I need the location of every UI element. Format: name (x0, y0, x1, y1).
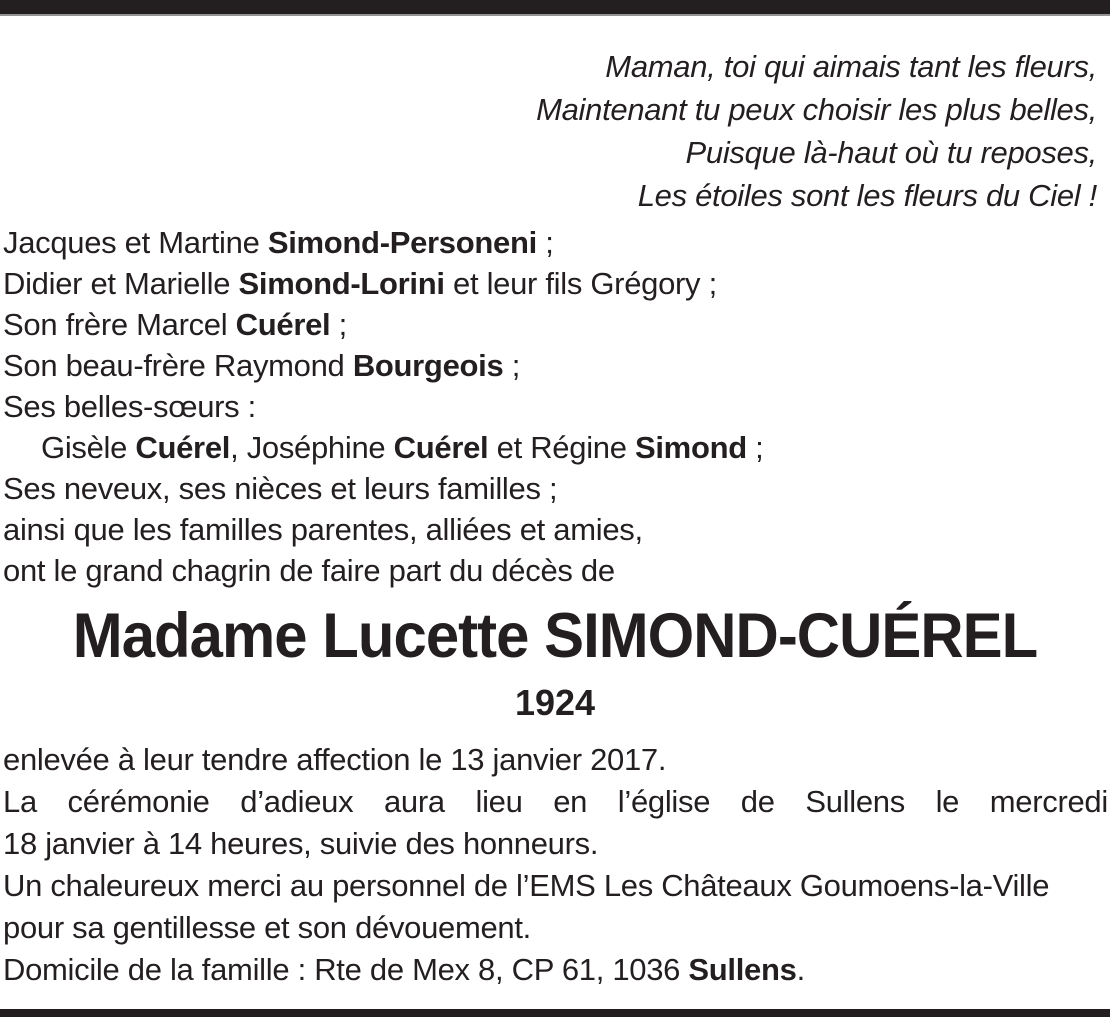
family-line (3, 263, 1110, 304)
text-segment: Gisèle (41, 430, 136, 465)
word: l’église (617, 784, 711, 819)
top-rule (0, 0, 1110, 16)
family-line (3, 550, 1110, 591)
poem-line: Maman, toi qui aimais tant les fleurs, (605, 49, 1097, 84)
domicile-line (3, 949, 1108, 991)
word: le (935, 784, 960, 819)
word: Sullens (805, 784, 905, 819)
text-segment: Didier et Marielle (3, 266, 239, 301)
poem-line: Les étoiles sont les fleurs du Ciel ! (637, 178, 1097, 213)
poem-line: Puisque là-haut où tu reposes, (685, 135, 1097, 170)
text-segment: ont le grand chagrin de faire part du décès de (3, 553, 615, 588)
family-line (3, 222, 1110, 263)
birth-year: 1924 (514, 682, 596, 723)
word: en (553, 784, 588, 819)
family-line (3, 386, 1110, 427)
text-segment: ; (503, 348, 521, 383)
deceased-name: Madame Lucette SIMOND-CUÉREL (72, 601, 1038, 671)
bottom-rule (0, 1009, 1110, 1017)
text-segment: ; (536, 225, 554, 260)
surname-bold: Simond (634, 430, 747, 465)
surname-bold: Simond-Lorini (238, 266, 445, 301)
place-bold: Sullens (688, 952, 797, 987)
body-line: Un chaleureux merci au personnel de l’EMS Les Châteaux Goumoens-la-Ville (3, 868, 1050, 903)
text-segment: Son beau-frère Raymond (3, 348, 353, 383)
justified-line (3, 781, 1108, 823)
word: mercredi (989, 784, 1108, 819)
body-line: pour sa gentillesse et son dévouement. (3, 910, 531, 945)
text-segment: Jacques et Martine (3, 225, 268, 260)
surname-bold: Cuérel (235, 307, 331, 342)
surname-bold: Bourgeois (352, 348, 504, 383)
family-line (3, 509, 1110, 550)
surname-bold: Simond-Personeni (267, 225, 537, 260)
family-list (0, 222, 1110, 591)
text-segment: Ses neveux, ses nièces et leurs familles ; (3, 471, 558, 506)
family-line (3, 468, 1110, 509)
word: aura (383, 784, 445, 819)
text-segment: ainsi que les familles parentes, alliées et amies, (3, 512, 643, 547)
word: cérémonie (67, 784, 210, 819)
body-line: 18 janvier à 14 heures, suivie des honneurs. (3, 826, 599, 861)
text-segment: ; (746, 430, 764, 465)
family-line (3, 345, 1110, 386)
body-line: enlevée à leur tendre affection le 13 janvier 2017. (3, 742, 667, 777)
text-segment: Son frère Marcel (3, 307, 236, 342)
text-segment: ; (330, 307, 347, 342)
text-segment: , Joséphine (230, 430, 394, 465)
text-segment: et leur fils Grégory ; (444, 266, 717, 301)
text-segment: et Régine (488, 430, 635, 465)
text-segment: Ses belles-sœurs : (3, 389, 256, 424)
announcement (0, 739, 1110, 991)
word: de (740, 784, 775, 819)
word: lieu (475, 784, 523, 819)
word: d’adieux (240, 784, 354, 819)
poem (0, 45, 1110, 217)
surname-bold: Cuérel (393, 430, 489, 465)
poem-line: Maintenant tu peux choisir les plus belles, (536, 92, 1097, 127)
surname-bold: Cuérel (135, 430, 231, 465)
family-line (3, 304, 1110, 345)
text-segment: Domicile de la famille : Rte de Mex 8, CP 61, 1036 (3, 952, 689, 987)
word: La (3, 784, 37, 819)
family-line (3, 427, 1110, 468)
text-segment: . (796, 952, 805, 987)
